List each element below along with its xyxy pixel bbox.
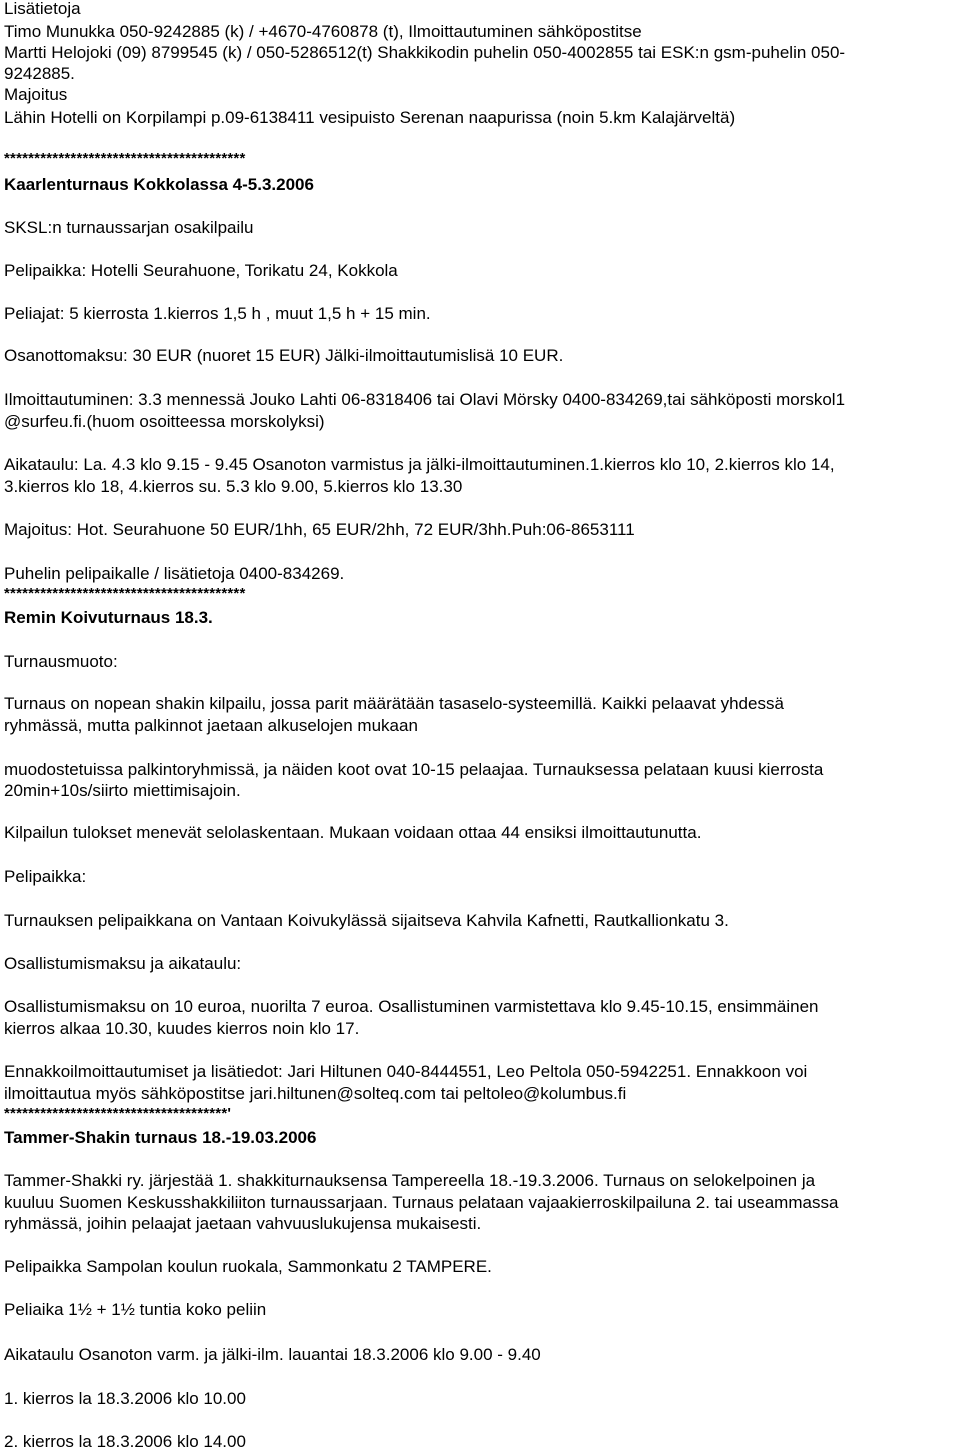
subheading: Osallistumismaksu ja aikataulu:	[4, 954, 242, 973]
lodging-label: Majoitus	[4, 85, 68, 104]
subheading: Turnausmuoto:	[4, 652, 118, 671]
paragraph: 3.kierros klo 18, 4.kierros su. 5.3 klo 9.00, 5.kierros klo 13.30	[4, 477, 463, 496]
section-title-remi: Remin Koivuturnaus 18.3.	[4, 608, 213, 627]
info-heading: Lisätietoja	[4, 0, 81, 18]
paragraph: Osallistumismaksu on 10 euroa, nuorilta 7 euroa. Osallistuminen varmistettava klo 9.45-10.15, ensimmäinen	[4, 997, 819, 1016]
paragraph: Kilpailun tulokset menevät selolaskentaan. Mukaan voidaan ottaa 44 ensiksi ilmoittautunutta.	[4, 823, 702, 842]
paragraph: Tammer-Shakki ry. järjestää 1. shakkiturnauksensa Tampereella 18.-19.3.2006. Turnaus on selokelpoinen ja	[4, 1171, 816, 1190]
paragraph: Aikataulu: La. 4.3 klo 9.15 - 9.45 Osanoton varmistus ja jälki-ilmoittautuminen.1.kierros klo 10, 2.kierros klo 14,	[4, 455, 835, 474]
paragraph: Osanottomaksu: 30 EUR (nuoret 15 EUR) Jälki-ilmoittautumislisä 10 EUR.	[4, 346, 564, 365]
paragraph: Puhelin pelipaikalle / lisätietoja 0400-834269.	[4, 564, 345, 583]
contact-line: 9242885.	[4, 64, 75, 83]
contact-line: Timo Munukka 050-9242885 (k) / +4670-4760878 (t), Ilmoittautuminen sähköpostitse	[4, 22, 642, 41]
lodging-text: Lähin Hotelli on Korpilampi p.09-6138411 vesipuisto Serenan naapurissa (noin 5.km Kalajärveltä)	[4, 108, 736, 127]
paragraph: Pelipaikka Sampolan koulun ruokala, Sammonkatu 2 TAMPERE.	[4, 1257, 492, 1276]
paragraph: 20min+10s/siirto miettimisajoin.	[4, 781, 241, 800]
separator: ****************************************	[4, 585, 246, 602]
paragraph: ryhmässä, mutta palkinnot jaetaan alkuselojen mukaan	[4, 716, 418, 735]
paragraph: Peliajat: 5 kierrosta 1.kierros 1,5 h , muut 1,5 h + 15 min.	[4, 304, 431, 323]
paragraph: kuuluu Suomen Keskusshakkiliiton turnaussarjaan. Turnaus pelataan vajaakierroskilpailuna 2. tai useammassa	[4, 1193, 839, 1212]
subheading: Pelipaikka:	[4, 867, 87, 886]
paragraph: Turnaus on nopean shakin kilpailu, jossa parit määrätään tasaselo-systeemillä. Kaikki pelaavat yhdessä	[4, 694, 784, 713]
section-title-kokkola: Kaarlenturnaus Kokkolassa 4-5.3.2006	[4, 175, 314, 194]
paragraph: Ennakkoilmoittautumiset ja lisätiedot: Jari Hiltunen 040-8444551, Leo Peltola 050-5942251. Ennakkoon voi	[4, 1062, 808, 1081]
paragraph: Majoitus: Hot. Seurahuone 50 EUR/1hh, 65 EUR/2hh, 72 EUR/3hh.Puh:06-8653111	[4, 520, 635, 539]
paragraph: @surfeu.fi.(huom osoitteessa morskolyksi)	[4, 412, 325, 431]
contact-line: Martti Helojoki (09) 8799545 (k) / 050-5286512(t) Shakkikodin puhelin 050-4002855 tai ESK:n gsm-puhelin 050-	[4, 43, 846, 62]
paragraph: Aikataulu Osanoton varm. ja jälki-ilm. lauantai 18.3.2006 klo 9.00 - 9.40	[4, 1345, 541, 1364]
paragraph: SKSL:n turnaussarjan osakilpailu	[4, 218, 254, 237]
paragraph: muodostetuissa palkintoryhmissä, ja näiden koot ovat 10-15 pelaajaa. Turnauksessa pelataan kuusi kierrosta	[4, 760, 824, 779]
separator: ****************************************	[4, 150, 246, 167]
paragraph: Peliaika 1½ + 1½ tuntia koko peliin	[4, 1300, 267, 1319]
paragraph: 1. kierros la 18.3.2006 klo 10.00	[4, 1389, 246, 1408]
paragraph: ryhmässä, joihin pelaajat jaetaan vahvuuslukujensa mukaisesti.	[4, 1214, 482, 1233]
separator: *************************************'	[4, 1105, 232, 1122]
paragraph: Ilmoittautuminen: 3.3 mennessä Jouko Lahti 06-8318406 tai Olavi Mörsky 0400-834269,tai sähköposti morskol1	[4, 390, 846, 409]
paragraph: Pelipaikka: Hotelli Seurahuone, Torikatu 24, Kokkola	[4, 261, 398, 280]
paragraph: 2. kierros la 18.3.2006 klo 14.00	[4, 1432, 246, 1451]
paragraph: Turnauksen pelipaikkana on Vantaan Koivukylässä sijaitseva Kahvila Kafnetti, Rautkallionkatu 3.	[4, 911, 729, 930]
section-title-tammer: Tammer-Shakin turnaus 18.-19.03.2006	[4, 1128, 317, 1147]
paragraph: ilmoittautua myös sähköpostitse jari.hiltunen@solteq.com tai peltoleo@kolumbus.fi	[4, 1084, 627, 1103]
paragraph: kierros alkaa 10.30, kuudes kierros noin klo 17.	[4, 1019, 360, 1038]
